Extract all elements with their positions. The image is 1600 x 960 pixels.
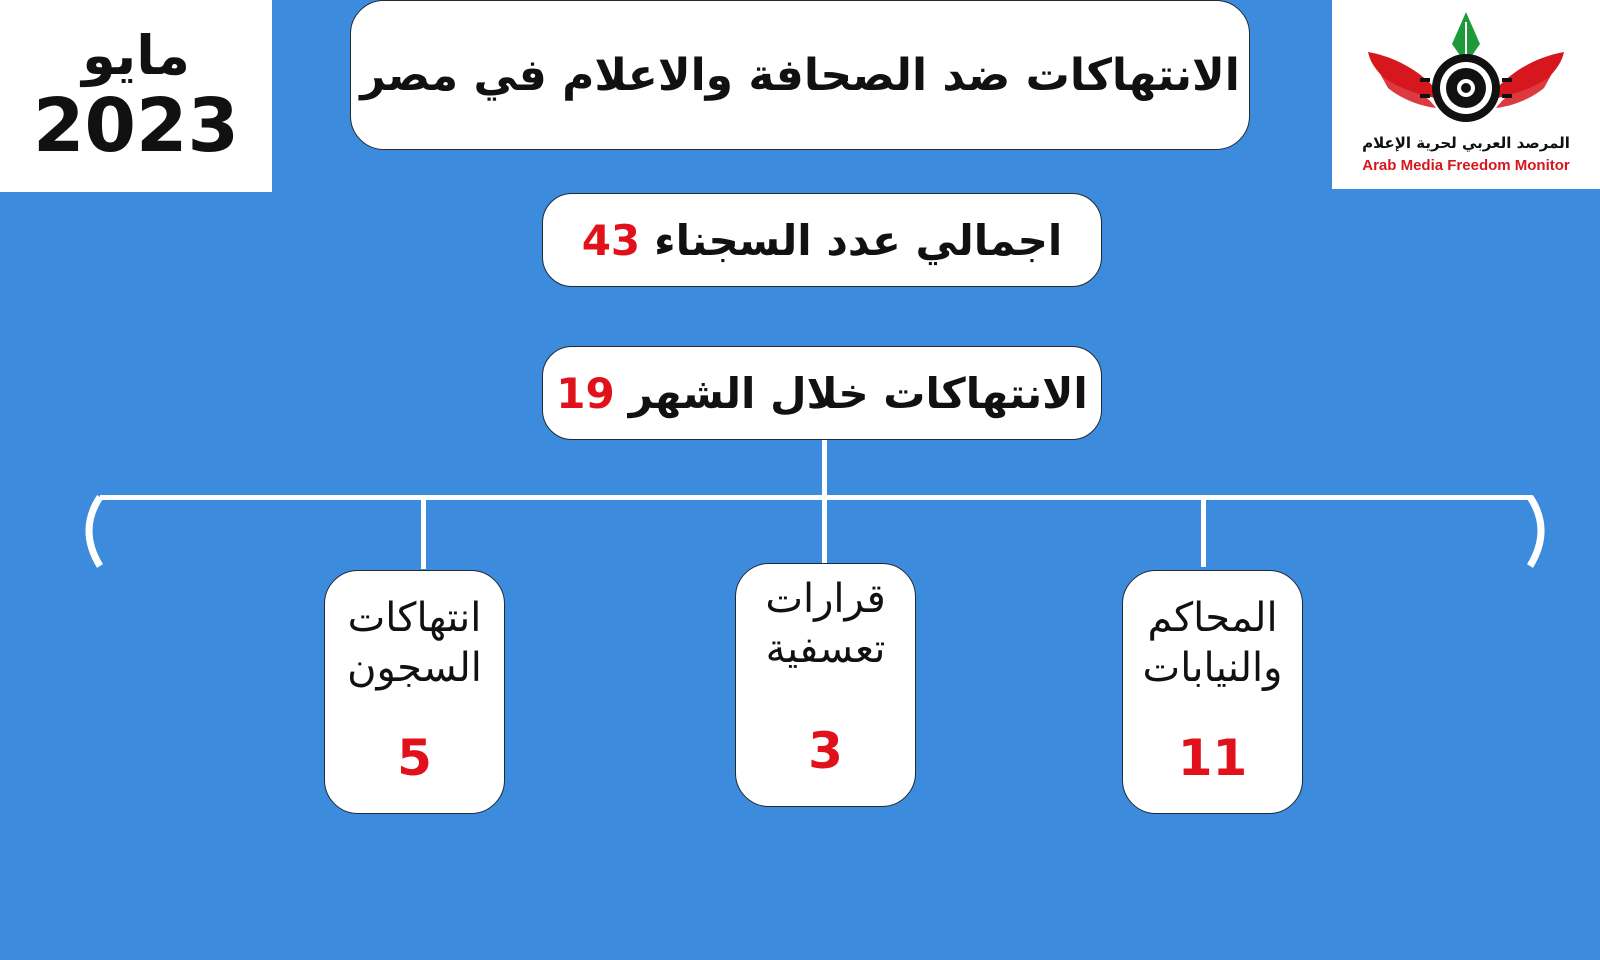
category-prisons-box (324, 570, 505, 814)
category-prisons-line1: انتهاكات (347, 595, 482, 641)
category-prisons-line2: السجون (347, 645, 482, 691)
month-label: مايو (82, 24, 190, 87)
logo-english-name: Arab Media Freedom Monitor (1362, 157, 1570, 174)
category-courts-line2: والنيابات (1142, 645, 1283, 691)
category-decisions-box (735, 563, 916, 807)
category-decisions-value: 3 (808, 722, 843, 780)
monthly-violations-value: 19 (556, 368, 615, 418)
category-courts-line1: المحاكم (1147, 595, 1278, 641)
category-decisions-line1: قرارات (765, 576, 886, 622)
year-label: 2023 (33, 83, 239, 169)
total-prisoners-value: 43 (581, 215, 641, 265)
category-courts-box (1122, 570, 1303, 814)
category-courts-value: 11 (1177, 729, 1248, 787)
monthly-violations-label: الانتهاكات خلال الشهر (628, 368, 1088, 418)
category-decisions-line2: تعسفية (765, 626, 886, 672)
total-prisoners-label: اجمالي عدد السجناء (654, 215, 1063, 265)
logo-arabic-name: المرصد العربي لحرية الإعلام (1362, 134, 1570, 152)
title-text: الانتهاكات ضد الصحافة والاعلام في مصر (360, 49, 1240, 101)
category-prisons-value: 5 (397, 729, 432, 787)
